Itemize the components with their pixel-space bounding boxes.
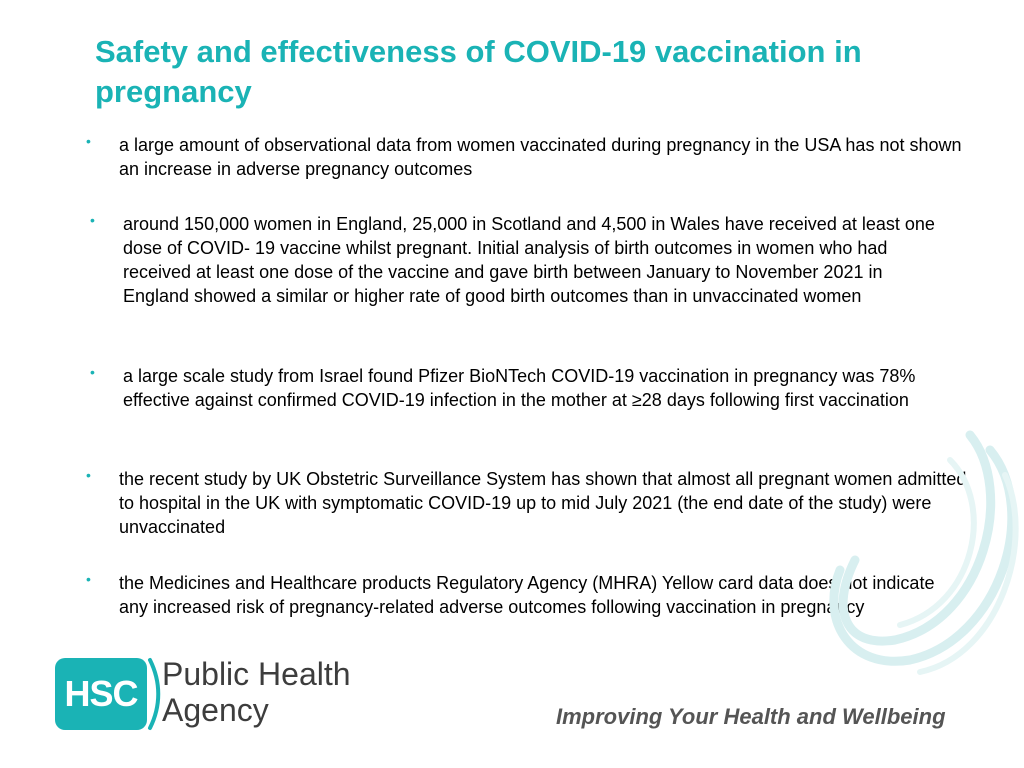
bullet-item: [90, 212, 953, 308]
bullet-icon: •: [86, 571, 91, 587]
logo-curve-icon: [147, 656, 163, 732]
bullet-text: the recent study by UK Obstetric Surveillance System has shown that almost all pregnant women admitted to hospital in the UK with symptomatic COVID-19 up to mid July 2021 (the end date of the study) were unvaccinated: [119, 469, 967, 537]
bullet-text: the Medicines and Healthcare products Regulatory Agency (MHRA) Yellow card data does not indicate any increased risk of pregnancy-related adverse outcomes following vaccination in pregnancy: [119, 573, 935, 617]
slide-title: Safety and effectiveness of COVID-19 vaccination in pregnancy: [95, 34, 862, 109]
hsc-logo: [55, 656, 375, 736]
tagline: Improving Your Health and Wellbeing: [556, 704, 946, 729]
bullet-text: around 150,000 women in England, 25,000 in Scotland and 4,500 in Wales have received at least one dose of COVID- 19 vaccine whilst pregnant. Initial analysis of birth outcomes in women who had received at least one dose of the vaccine and gave birth between January to November 2021 in England showed a similar or higher rate of good birth outcomes than in unvaccinated women: [123, 214, 935, 306]
bullet-text: a large amount of observational data from women vaccinated during pregnancy in the USA has not shown an increase in adverse pregnancy outcomes: [119, 135, 962, 179]
hsc-logo-mark: HSC: [55, 658, 147, 730]
org-name: Public Health Agency: [162, 656, 351, 728]
bullet-text: a large scale study from Israel found Pfizer BioNTech COVID-19 vaccination in pregnancy was 78% effective against confirmed COVID-19 infection in the mother at ≥28 days following first vaccination: [123, 366, 916, 410]
decorative-swirl-icon: [800, 420, 1024, 680]
bullet-item: [86, 133, 964, 181]
bullet-icon: •: [86, 133, 91, 149]
bullet-icon: •: [86, 467, 91, 483]
bullet-item: [90, 364, 963, 412]
bullet-icon: •: [90, 212, 95, 228]
bullet-icon: •: [90, 364, 95, 380]
